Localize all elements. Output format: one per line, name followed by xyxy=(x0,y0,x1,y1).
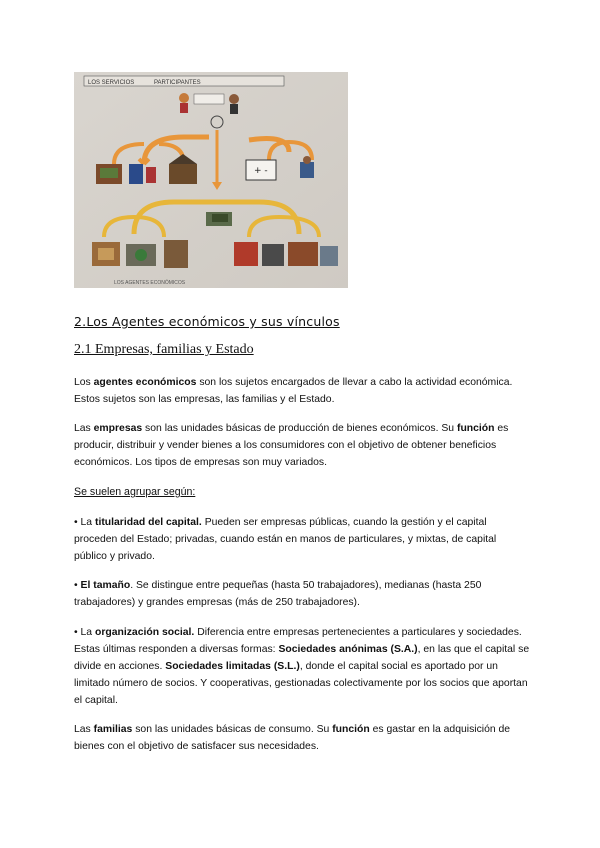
paragraph-agentes xyxy=(74,374,530,408)
text: son las unidades básicas de producción de bienes económicos. Su xyxy=(142,423,457,434)
diagram-photo-drawing xyxy=(74,72,348,288)
bold-term: organización social. xyxy=(94,627,195,638)
text: es producir, distribuir y vender bienes a los consumidores con el objetivo de obtener beneficios económicos. Los tipos de empresas son muy variados. xyxy=(74,423,509,468)
text: • xyxy=(74,580,81,591)
bold-term: Sociedades anónimas (S.A.) xyxy=(278,644,418,655)
bold-term: titularidad del capital. xyxy=(94,517,202,528)
diagram-caption: LOS AGENTES ECONÓMICOS xyxy=(114,280,186,286)
bold-term: función xyxy=(456,423,495,434)
bullet-tamano xyxy=(74,577,530,611)
diagram-small-box: + - xyxy=(254,166,268,176)
bold-term: agentes económicos xyxy=(93,377,197,388)
text: Pueden ser empresas públicas, cuando la gestión y el capital proceden del Estado; privadas, cuando están en manos de particulares, y mixtas, de capital público y privado. xyxy=(74,517,497,562)
text: Diferencia entre empresas pertenecientes a particulares y sociedades. Estas últimas responden a diversas formas: xyxy=(74,627,522,655)
text: Los xyxy=(74,377,94,388)
bold-term: Sociedades limitadas (S.L.) xyxy=(165,661,300,672)
section-heading: 2.Los Agentes económicos y sus vínculos xyxy=(74,314,340,329)
bold-term: familias xyxy=(93,724,133,735)
bold-term: El tamaño xyxy=(80,580,131,591)
text: son los sujetos encargados de llevar a cabo la actividad económica. Estos sujetos son las empresas, las familias y el Estado. xyxy=(74,377,513,405)
text: , donde el capital social es aportado por un limitado número de socios. Y cooperativas, gestionadas colectivamente por los socios que aportan el capital. xyxy=(74,661,528,706)
bullet-organizacion xyxy=(74,624,530,709)
text: . Se distingue entre pequeñas (hasta 50 trabajadores), medianas (hasta 250 trabajadores) y grandes empresas (más de 250 trabajadores). xyxy=(74,580,482,608)
diagram-header-text: LOS SERVICIOS xyxy=(88,80,135,86)
text: • La xyxy=(74,517,95,528)
bold-term: función xyxy=(332,724,370,735)
diagram-header-text2: PARTICIPANTES xyxy=(154,80,201,86)
text: , en las que el capital se divide en acciones. xyxy=(74,644,530,672)
bullet-titularidad xyxy=(74,514,530,565)
text: Las xyxy=(74,724,94,735)
text: es gastar en la adquisición de bienes con el objetivo de satisfacer sus necesidades. xyxy=(74,724,511,752)
bold-term: empresas xyxy=(93,423,143,434)
paragraph-empresas xyxy=(74,420,530,471)
paragraph-familias xyxy=(74,721,530,755)
diagram-photo xyxy=(74,72,348,288)
text: Las xyxy=(74,423,94,434)
subsection-heading: 2.1 Empresas, familias y Estado xyxy=(74,342,254,357)
text: son las unidades básicas de consumo. Su xyxy=(132,724,333,735)
text: • La xyxy=(74,627,95,638)
grouping-subheading: Se suelen agrupar según: xyxy=(74,486,196,498)
